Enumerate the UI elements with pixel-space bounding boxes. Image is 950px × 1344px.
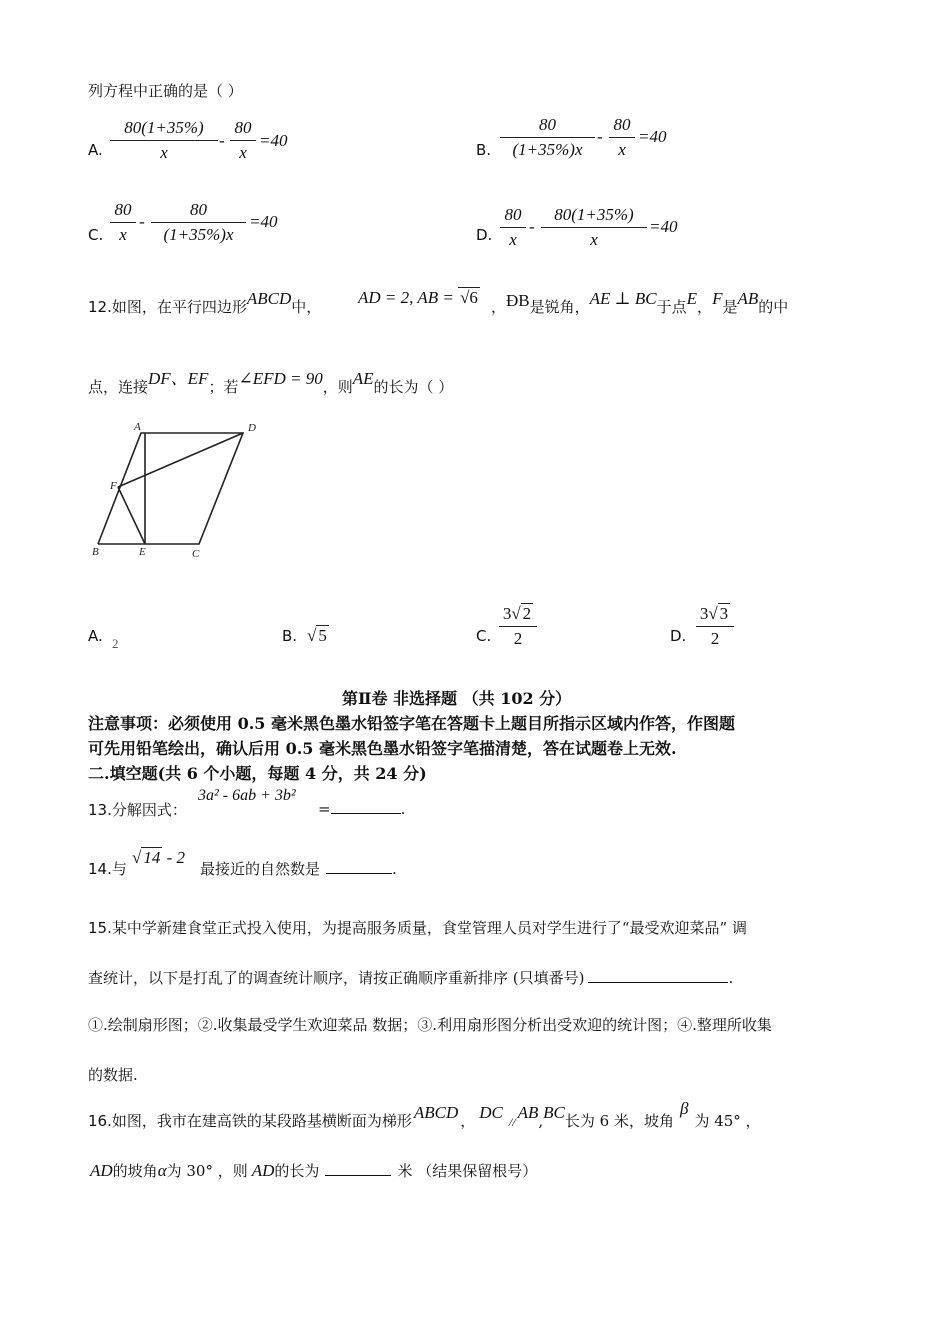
q16-line1: 16.如图，我市在建高铁的某段路基横断面为梯形 ABCD ， DC // AB,BC长为 6 米，坡角β为 45° ，: [88, 1099, 761, 1130]
minus-sign: -: [529, 217, 535, 236]
q14-text: 最接近的自然数是 .: [200, 860, 397, 878]
q12-option-a-value: 2: [112, 636, 119, 651]
parallelogram-figure: [88, 418, 263, 563]
section2-title: 第Ⅱ卷 非选择题 （共 102 分）: [342, 689, 572, 708]
q12-option-c-label: C.: [476, 627, 492, 645]
q11-option-d-label: D.: [476, 226, 493, 244]
q11-d-frac1: 80 x: [500, 205, 526, 250]
q13-answer: = .: [318, 800, 406, 818]
q11-c-rhs: =40: [249, 212, 278, 231]
minus-sign: -: [597, 127, 603, 146]
q12-option-b-label: B.: [282, 627, 298, 645]
minus-sign: -: [219, 131, 225, 150]
q11-stem: 列方程中正确的是（ ）: [88, 82, 243, 100]
q15-line4: 的数据.: [88, 1066, 138, 1084]
fig-label-d: D: [248, 422, 256, 434]
q12-option-d-value: 3√ 3 2: [696, 604, 734, 649]
fig-label-b: B: [92, 546, 99, 558]
q15-line1: 15.某中学新建食堂正式投入使用，为提高服务质量，食堂管理人员对学生进行了“最受欢迎菜品” 调: [88, 919, 747, 937]
q12-line1-part3: ，ÐB是锐角，AE ⊥ BC于点E，F是AB的中: [491, 289, 789, 316]
q13-expression: 3a² - 6ab + 3b²: [198, 787, 296, 804]
fig-label-c: C: [192, 548, 200, 560]
q12-option-a-label: A.: [88, 627, 103, 645]
section2-notice-line1: 注意事项：必须使用 0.5 毫米黑色墨水铅签字笔在答题卡上题目所指示区域内作答，作图题: [88, 714, 735, 733]
q11-d-rhs: =40: [649, 217, 678, 236]
section2-notice-line2: 可先用铅笔绘出，确认后用 0.5 毫米黑色墨水铅签字笔描清楚，答在试题卷上无效.: [88, 739, 677, 758]
fig-label-f: F: [110, 480, 117, 492]
q12-line1: 12.如图，在平行四边形ABCD中，: [88, 289, 322, 316]
q11-b-rhs: =40: [638, 127, 667, 146]
q11-c-frac2: 80 (1+35%)x: [151, 200, 246, 245]
q11-c-frac1: 80 x: [110, 200, 136, 245]
q15-line3: ①.绘制扇形图；②.收集最受学生欢迎菜品 数据；③.利用扇形图分析出受欢迎的统计图；④.整理所收集: [88, 1016, 772, 1034]
q11-option-b-label: B.: [476, 141, 492, 159]
q12-line2: 点，连接DF、EF；若∠EFD = 90，则AE的长为（ ）: [88, 369, 454, 396]
q12-line1-part2: AD = 2, AB = √6: [358, 288, 478, 307]
q14-answer-blank[interactable]: [326, 873, 392, 874]
q11-a-rhs: =40: [259, 131, 288, 150]
q15-answer-blank[interactable]: [588, 982, 728, 983]
q11-b-frac2: 80 x: [609, 115, 635, 160]
q11-d-frac2: 80(1+35%) x: [541, 205, 647, 250]
q12-option-d-label: D.: [670, 627, 687, 645]
q11-option-c-label: C.: [88, 226, 104, 244]
q11-a-frac1: 80(1+35%) x: [110, 118, 218, 163]
q12-option-b-value: √ 5: [307, 626, 327, 645]
q14-expression: √ 14 - 2: [132, 848, 186, 867]
q11-b-frac1: 80 (1+35%)x: [500, 115, 595, 160]
q14-prefix: 14.与: [88, 860, 127, 878]
minus-sign: -: [139, 212, 145, 231]
q16-line2: AD的坡角α为 30° ，则 AD的长为 米 （结果保留根号）: [90, 1161, 538, 1180]
q13-answer-blank[interactable]: [331, 813, 401, 814]
fig-label-a: A: [134, 421, 141, 433]
q11-option-a-label: A.: [88, 141, 103, 159]
q13-question: 13.分解因式：: [88, 801, 187, 819]
part2-title: 二.填空题(共 6 个小题，每题 4 分，共 24 分): [88, 764, 427, 783]
q16-answer-blank[interactable]: [325, 1175, 391, 1176]
q15-line2: 查统计，以下是打乱了的调查统计顺序，请按正确顺序重新排序 (只填番号) .: [88, 969, 734, 987]
q12-option-c-value: 3√ 2 2: [499, 604, 537, 649]
q11-a-frac2: 80 x: [230, 118, 256, 163]
fig-label-e: E: [139, 546, 146, 558]
